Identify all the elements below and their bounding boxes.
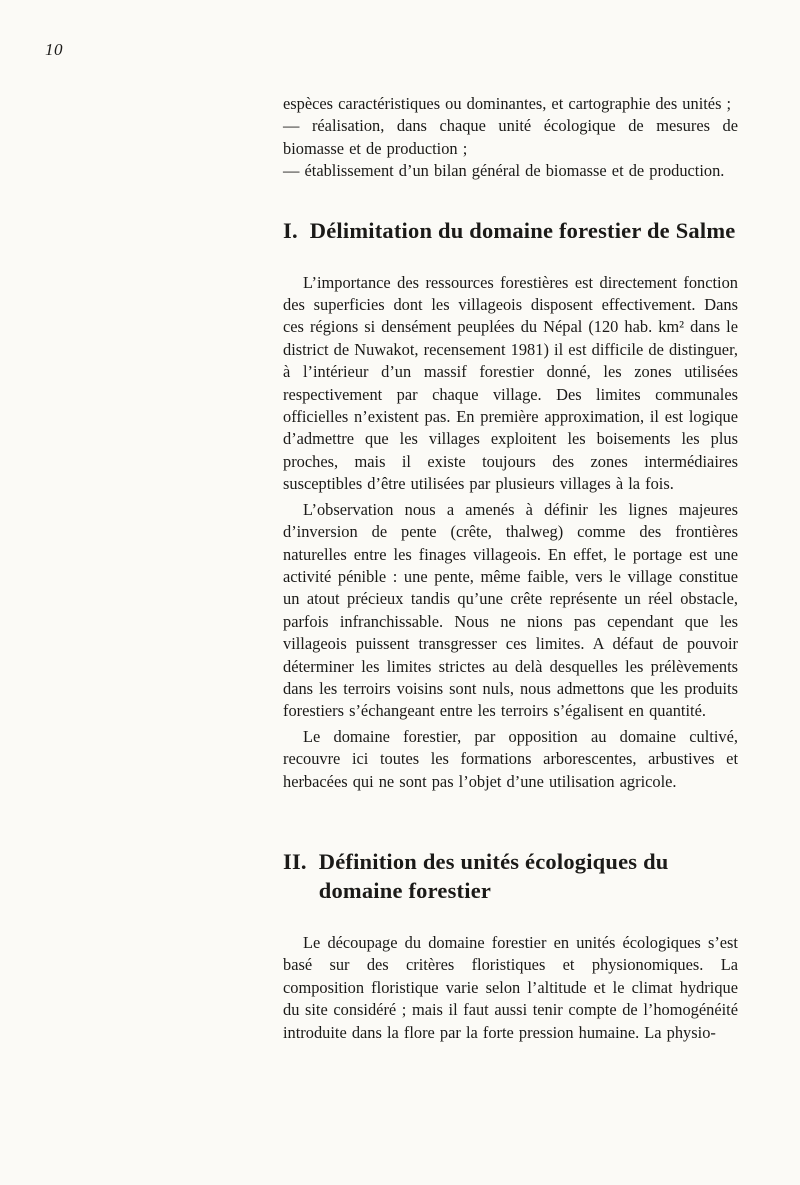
section-1-body [283,272,738,793]
section-2-number: II. [283,848,307,874]
intro-line: espèces caractéristiques ou dominantes, et cartographie des unités ; [283,94,732,113]
intro-continuation-block [283,93,738,183]
page-number: 10 [45,40,63,59]
text-column [283,93,738,1044]
section-1-heading [283,216,738,245]
intro-list-item: — établissement d’un bilan général de biomasse et de production. [283,161,725,181]
paragraph: L’observation nous a amenés à définir les lignes majeures d’inversion de pente (crête, thalweg) comme des frontières naturelles entre les finages villageois. En effet, le portage est une activité pénible : une pente, même faible, vers le village constitue un atout précieux tandis qu’une crête représente un réel obstacle, parfois infranchissable. Nous ne nions pas cependant que les villageois puissent transgresser ces limites. A défaut de pouvoir déterminer les limites strictes au delà desquelles les prélèvements dans les terroirs voisins sont nuls, nous admettons que les produits forestiers s’échangeant entre les terroirs s’égalisent en quantité. [283,499,738,721]
section-1-number: I. [283,217,298,243]
section-1-title: Délimitation du domaine forestier de Salme [309,217,736,243]
paragraph: Le découpage du domaine forestier en unités écologiques s’est basé sur des critères floristiques et physionomiques. La composition floristique varie selon l’altitude et le climat hydrique du site considéré ; mais il faut aussi tenir compte de l’homogénéité introduite dans la flore par la forte pression humaine. La physio- [283,932,738,1042]
section-2-body [283,932,738,1044]
section-2-heading [283,847,738,905]
paragraph: L’importance des ressources forestières est directement fonction des superficies dont les villageois disposent effectivement. Dans ces régions si densément peuplées du Népal (120 hab. km² dans le district de Nuwakot, recensement 1981) il est difficile de distinguer, à l’intérieur d’un massif forestier donné, les zones utilisées respectivement par chaque village. Des limites communales officielles n’existent pas. En première approximation, il est logique d’admettre que les villages exploitent les boisements les plus proches, mais il existe toujours des zones intermédiaires susceptibles d’être utilisées par plusieurs villages à la fois. [283,272,738,494]
intro-list-item: — réalisation, dans chaque unité écologique de mesures de biomasse et de production ; [283,116,738,158]
paragraph: Le domaine forestier, par opposition au domaine cultivé, recouvre ici toutes les formations arborescentes, arbustives et herbacées qui ne sont pas l’objet d’une utilisation agricole. [283,726,738,791]
section-2-title: Définition des unités écologiques du domaine forestier [318,848,669,903]
